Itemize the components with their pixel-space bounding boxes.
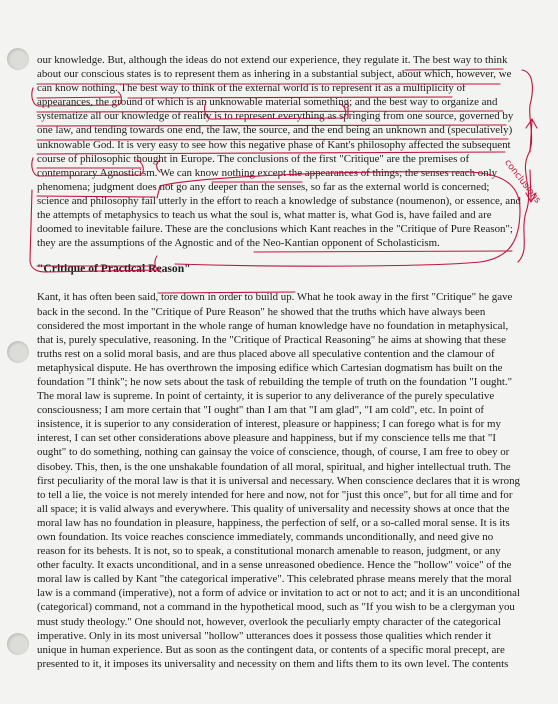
margin-arrow: [526, 119, 537, 152]
text-line: about our conscious states is to represent them as inhering in a substantial subject, about which, however, we: [37, 68, 512, 81]
binder-hole-bottom: [7, 633, 29, 655]
margin-note: conclusions: [502, 158, 543, 206]
text-line: all space; it is valid always and everywhere. This quality of universality and necessity shows at once that the: [37, 502, 510, 515]
text-line: to tell a lie, the voice is not merely intended for here and now, not for "just this once", but for all time and for: [37, 488, 513, 501]
paragraph-1: [37, 53, 521, 250]
text-line: consciousness; I am more certain that "I ought" than I am that "I am glad", "I am cold", etc. In point of: [37, 404, 485, 417]
binder-hole-middle: [7, 341, 29, 363]
text-line: ought" to do something, nothing can gainsay the voice of conscience, though, of course, I am free to obey or: [37, 446, 510, 459]
text-line: law is a command (imperative), not a form of advice or invitation to act or not to act; and it is an unconditional: [37, 587, 520, 600]
text-line: foundation "I think"; he now sets about the task of rebuilding the temple of truth on the foundation "I ought.": [37, 375, 513, 388]
text-line: moral law is called by Kant "the categorical imperative". This celebrated phrase means merely that the moral: [37, 573, 512, 586]
binder-hole-top: [7, 48, 29, 70]
text-line: back in the second. In the "Critique of Pure Reason" he showed that the truths which have always been: [37, 305, 486, 318]
text-line: other faculty. It exacts unconditional, and in a sense unreasoned obedience. Hence the "hollow" voice" of the: [37, 559, 512, 572]
section-heading: "Critique of Practical Reason": [37, 262, 191, 276]
text-line: doomed to inevitable failure. These are the conclusions which Kant reaches in the "Critique of Pure Reason";: [37, 223, 513, 236]
text-line: they are the assumptions of the Agnostic and of the Neo-Kantian opponent of Scholasticism.: [37, 237, 440, 250]
text-line: insistence, it is superior to any consideration of interest, pleasure or happiness; I can forego what is for my: [37, 418, 501, 431]
text-line: phenomena; judgment does not go any deeper than the senses, so far as the external world is concerned;: [37, 180, 490, 193]
text-line: first peculiarity of the moral law is that it is universal and necessary. When conscience declares that it is wrong: [37, 474, 520, 487]
text-line: interest, I can set other considerations above pleasure and happiness, but if my conscience tells me that "I: [37, 432, 496, 445]
text-line: contemporary Agnosticism. We can know nothing except the appearances of things; the senses reach only: [37, 166, 498, 179]
margin-bracket: [518, 70, 532, 262]
text-line: systematize all our knowledge of reality is to represent everything as springing from one source, governed by: [37, 110, 514, 123]
text-line: moral law has no foundation in pleasure, happiness, the perfection of self, or a so-called moral sense. It is its: [37, 516, 510, 529]
text-line: science and philosophy fail utterly in the effort to reach a knowledge of substance (noumenon), or essence, and: [37, 194, 521, 207]
text-line: that is, purely speculative, reasoning. In the "Critique of Practical Reasoning" he aims at showing that these: [37, 333, 506, 346]
paragraph-2: [37, 290, 520, 671]
text-line: presented to it, it imposes its universality and necessity on them and lifts them to its own level. The contents: [37, 657, 509, 670]
text-line: the attempts of metaphysics to teach us what the soul is, what matter is, what God is, have failed and are: [37, 209, 492, 222]
text-line: The moral law is supreme. In point of certainty, it is superior to any deliverance of the purely speculative: [37, 390, 495, 403]
text-line: appearances, the ground of which is an unknowable material something; and the best way to organize and: [37, 96, 498, 109]
text-line: truths rest on a solid moral basis, and are thus placed above all speculative contention and the clamour of: [37, 347, 495, 360]
text-line: must study theology." One should not, however, overlook the peculiarly empty character of the categorical: [37, 615, 501, 628]
text-line: can know nothing. The best way to think of the external world is to represent it as a multiplicity of: [37, 82, 466, 95]
text-line: considered the most important in the whole range of human knowledge have no foundation in metaphysical,: [37, 319, 509, 332]
text-line: (categorical) command, not a command in the hypothetical mood, such as "If you wish to be a clergyman you: [37, 601, 515, 614]
text-line: imperative. Only in its most universal "hollow" utterances does it possess those qualities which render it: [37, 629, 492, 642]
text-line: unique in human experience. But as soon as the contingent data, or contents of a specific moral precept, are: [37, 643, 505, 656]
text-line: metaphysical dispute. He has overthrown the imposing edifice which Cartesian dogmatism has built on the: [37, 361, 503, 374]
text-line: unknowable God. It is very easy to see how this negative phase of Kant's philosophy affected the subsequent: [37, 138, 511, 151]
text-line: our knowledge. But, although the ideas do not extend our experience, they regulate it. The best way to think: [37, 54, 508, 66]
text-line: course of philosophic thought in Europe. The conclusions of the first "Critique" are the premises of: [37, 152, 470, 165]
text-line: own foundation. Its voice reaches conscience immediately, commands unconditionally, and need give no: [37, 531, 494, 543]
text-line: reason for its behests. It is not, so to speak, a constitutional monarch amenable to reason, judgment, or any: [37, 545, 501, 558]
text-line: Kant, it has often been said, tore down in order to build up. What he took away in the first "Critique" he gave: [37, 291, 513, 304]
text-line: one law, and tending towards one end, the law, the source, and the end being an unknown and (speculatively): [37, 124, 513, 137]
text-line: disobey. This, then, is the one unshakable foundation of all moral, spiritual, and higher intellectual truth. The: [37, 460, 511, 473]
document-body: [37, 53, 521, 671]
